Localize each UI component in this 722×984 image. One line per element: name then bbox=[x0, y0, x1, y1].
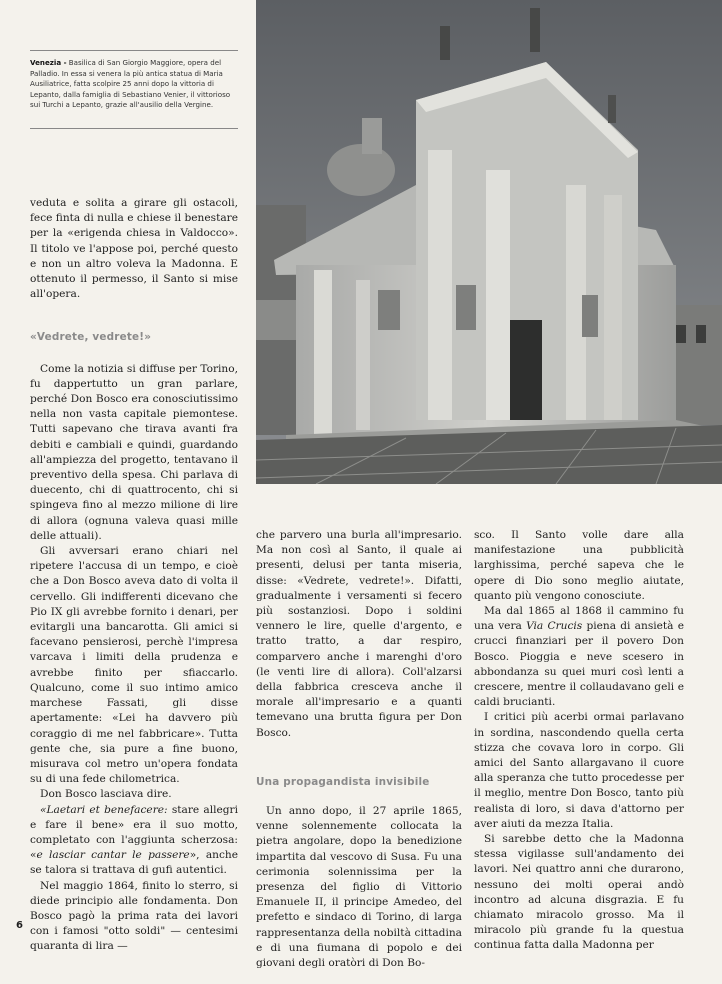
col3-paragraph: Si sarebbe detto che la Madonna stessa vigilasse sull'andamento dei lavori. Nei quattro anni che durarono, nessuno dei molti operai andò incontro ad alcuna disgrazia. E fu chiamato miracolo grosso. Ma il miracolo più grande fu la questua continua fatta dalla Madonna per bbox=[474, 833, 684, 952]
caption-place: Venezia - bbox=[30, 58, 67, 67]
col3-paragraph-via-crucis bbox=[474, 604, 684, 710]
basilica-facade-illustration bbox=[256, 0, 722, 484]
section-heading-propagandista: Una propagandista invisibile bbox=[256, 775, 430, 788]
photo-caption bbox=[30, 58, 238, 111]
col3-paragraph: sco. Il Santo volle dare alla manifestazione una pubblicità larghissima, perché sapeva che le opere di Dio sono meglio aiutate, quanto più vengono conosciute. bbox=[474, 529, 684, 602]
col1-paragraph-motto bbox=[30, 803, 238, 879]
caption-text: Basilica di San Giorgio Maggiore, opera del Palladio. In essa si venera la più antica statua di Maria Ausiliatrice, fatta scolpire 25 anni dopo la vittoria di Lepanto, dalla famiglia di Sebastiano Venier, il vittorioso sui Turchi a Lepanto, grazie all'ausilio della Vergine. bbox=[30, 58, 231, 109]
text-column-2 bbox=[256, 528, 462, 971]
via-crucis-italic: Via Crucis bbox=[526, 620, 583, 633]
via-crucis-text-a: Ma dal 1865 al 1868 il cammino fu una vera bbox=[474, 605, 684, 633]
via-crucis-text-b: piena di ansietà e crucci finanziari per il povero Don Bosco. Pioggia e neve scesero in abbondanza su quei muri così lenti a crescere, mentre il collaudavano geli e caldi brucianti. bbox=[474, 620, 684, 709]
caption-top-rule bbox=[30, 50, 238, 51]
col1-paragraph: veduta e solita a girare gli ostacoli, fece finta di nulla e chiese il benestare per la «erigenda chiesa in Valdocco». Il titolo ve l'appose poi, perché questo e non un altro voleva la Madonna. E ottenuto il permesso, il Santo si mise all'opera. bbox=[30, 197, 238, 301]
section-heading-vedrete: «Vedrete, vedrete!» bbox=[30, 331, 152, 344]
motto-text-a: stare allegri e fare il bene» era il suo motto, completato con l'aggiunta scherzosa: « bbox=[30, 803, 238, 862]
col3-paragraph: I critici più acerbi ormai parlavano in sordina, nascondendo quella certa stizza che covava loro in corpo. Gli amici del Santo allargavano il cuore alla speranza che tutto procedesse per il meglio, mentre Don Bosco, tanto più realista di loro, si dava d'attorno per aver aiuti da mezza Italia. bbox=[474, 711, 684, 830]
page-number: 6 bbox=[16, 920, 23, 931]
text-column-3 bbox=[474, 528, 684, 954]
col2-paragraph: che parvero una burla all'impresario. Ma non così al Santo, il quale ai presenti, delusi per tanta miseria, disse: «Vedrete, vedrete!». Difatti, gradualmente i versamenti si fecero più sostanziosi. Dopo i soldini vennero le lire, quelle d'argento, e tratto tratto, a dar respiro, comparvero anche i marenghi d'oro (le venti lire di allora). Coll'alzarsi della fabbrica cresceva anche il morale all'impresario e a quanti temevano una brutta figura per Don Bosco. bbox=[256, 529, 462, 739]
motto-latin: «Laetari et benefacere: bbox=[40, 803, 168, 816]
col2-paragraph: Un anno dopo, il 27 aprile 1865, venne solennemente collocata la pietra angolare, dopo la benedizione impartita dal vescovo di Susa. Fu una cerimonia solennissima per la presenza del figlio di Vittorio Emanuele II, il principe Amedeo, del prefetto e sindaco di Torino, di larga rappresentanza della nobiltà cittadina e di una fiumana di popolo e dei giovani degli oratòri di Don Bo- bbox=[256, 805, 462, 970]
basilica-photo bbox=[256, 0, 722, 484]
col1-paragraph: Don Bosco lasciava dire. bbox=[40, 788, 172, 801]
motto-quote: e lasciar cantar le passere bbox=[36, 849, 190, 862]
caption-bottom-rule bbox=[30, 128, 238, 129]
col1-paragraph: Gli avversari erano chiari nel ripetere l'accusa di un tempo, e cioè che a Don Bosco aveva dato di volta il cervello. Gli indifferenti dicevano che Pio IX gli avrebbe fornito i denari, per evitargli una bancarotta. Gli amici si facevano pensierosi, perchè l'impresa varcava i limiti della prudenza e avrebbe finito per sfiaccarlo. Qualcuno, come il suo intimo amico marchese Fassati, gli disse apertamente: «Lei ha davvero più coraggio di me nel fabbricare». Tutta gente che, sia pure a fine buono, misurava col metro un'opera fondata su di una fede chilometrica. bbox=[30, 545, 238, 786]
text-column-1 bbox=[30, 196, 238, 955]
col1-paragraph: Nel maggio 1864, finito lo sterro, si diede principio alle fondamenta. Don Bosco pagò la prima rata dei lavori con i famosi "otto soldi" — centesimi quaranta di lira — bbox=[30, 879, 238, 953]
col1-paragraph: Come la notizia si diffuse per Torino, fu dappertutto un gran parlare, perché Don Bosco era conosciutissimo nella non vasta capitale piemontese. Tutti sapevano che tirava avanti fra debiti e cambiali e quindi, guardando all'ampiezza del progetto, tentavano il preventivo della spesa. Chi parlava di duecento, chi di quattrocento, chi si spingeva fino al mezzo milione di lire di allora (ognuna valeva quasi mille delle attuali). bbox=[30, 362, 238, 542]
motto-text-b: », anche se talora si trattava di gufi autentici. bbox=[30, 849, 238, 877]
